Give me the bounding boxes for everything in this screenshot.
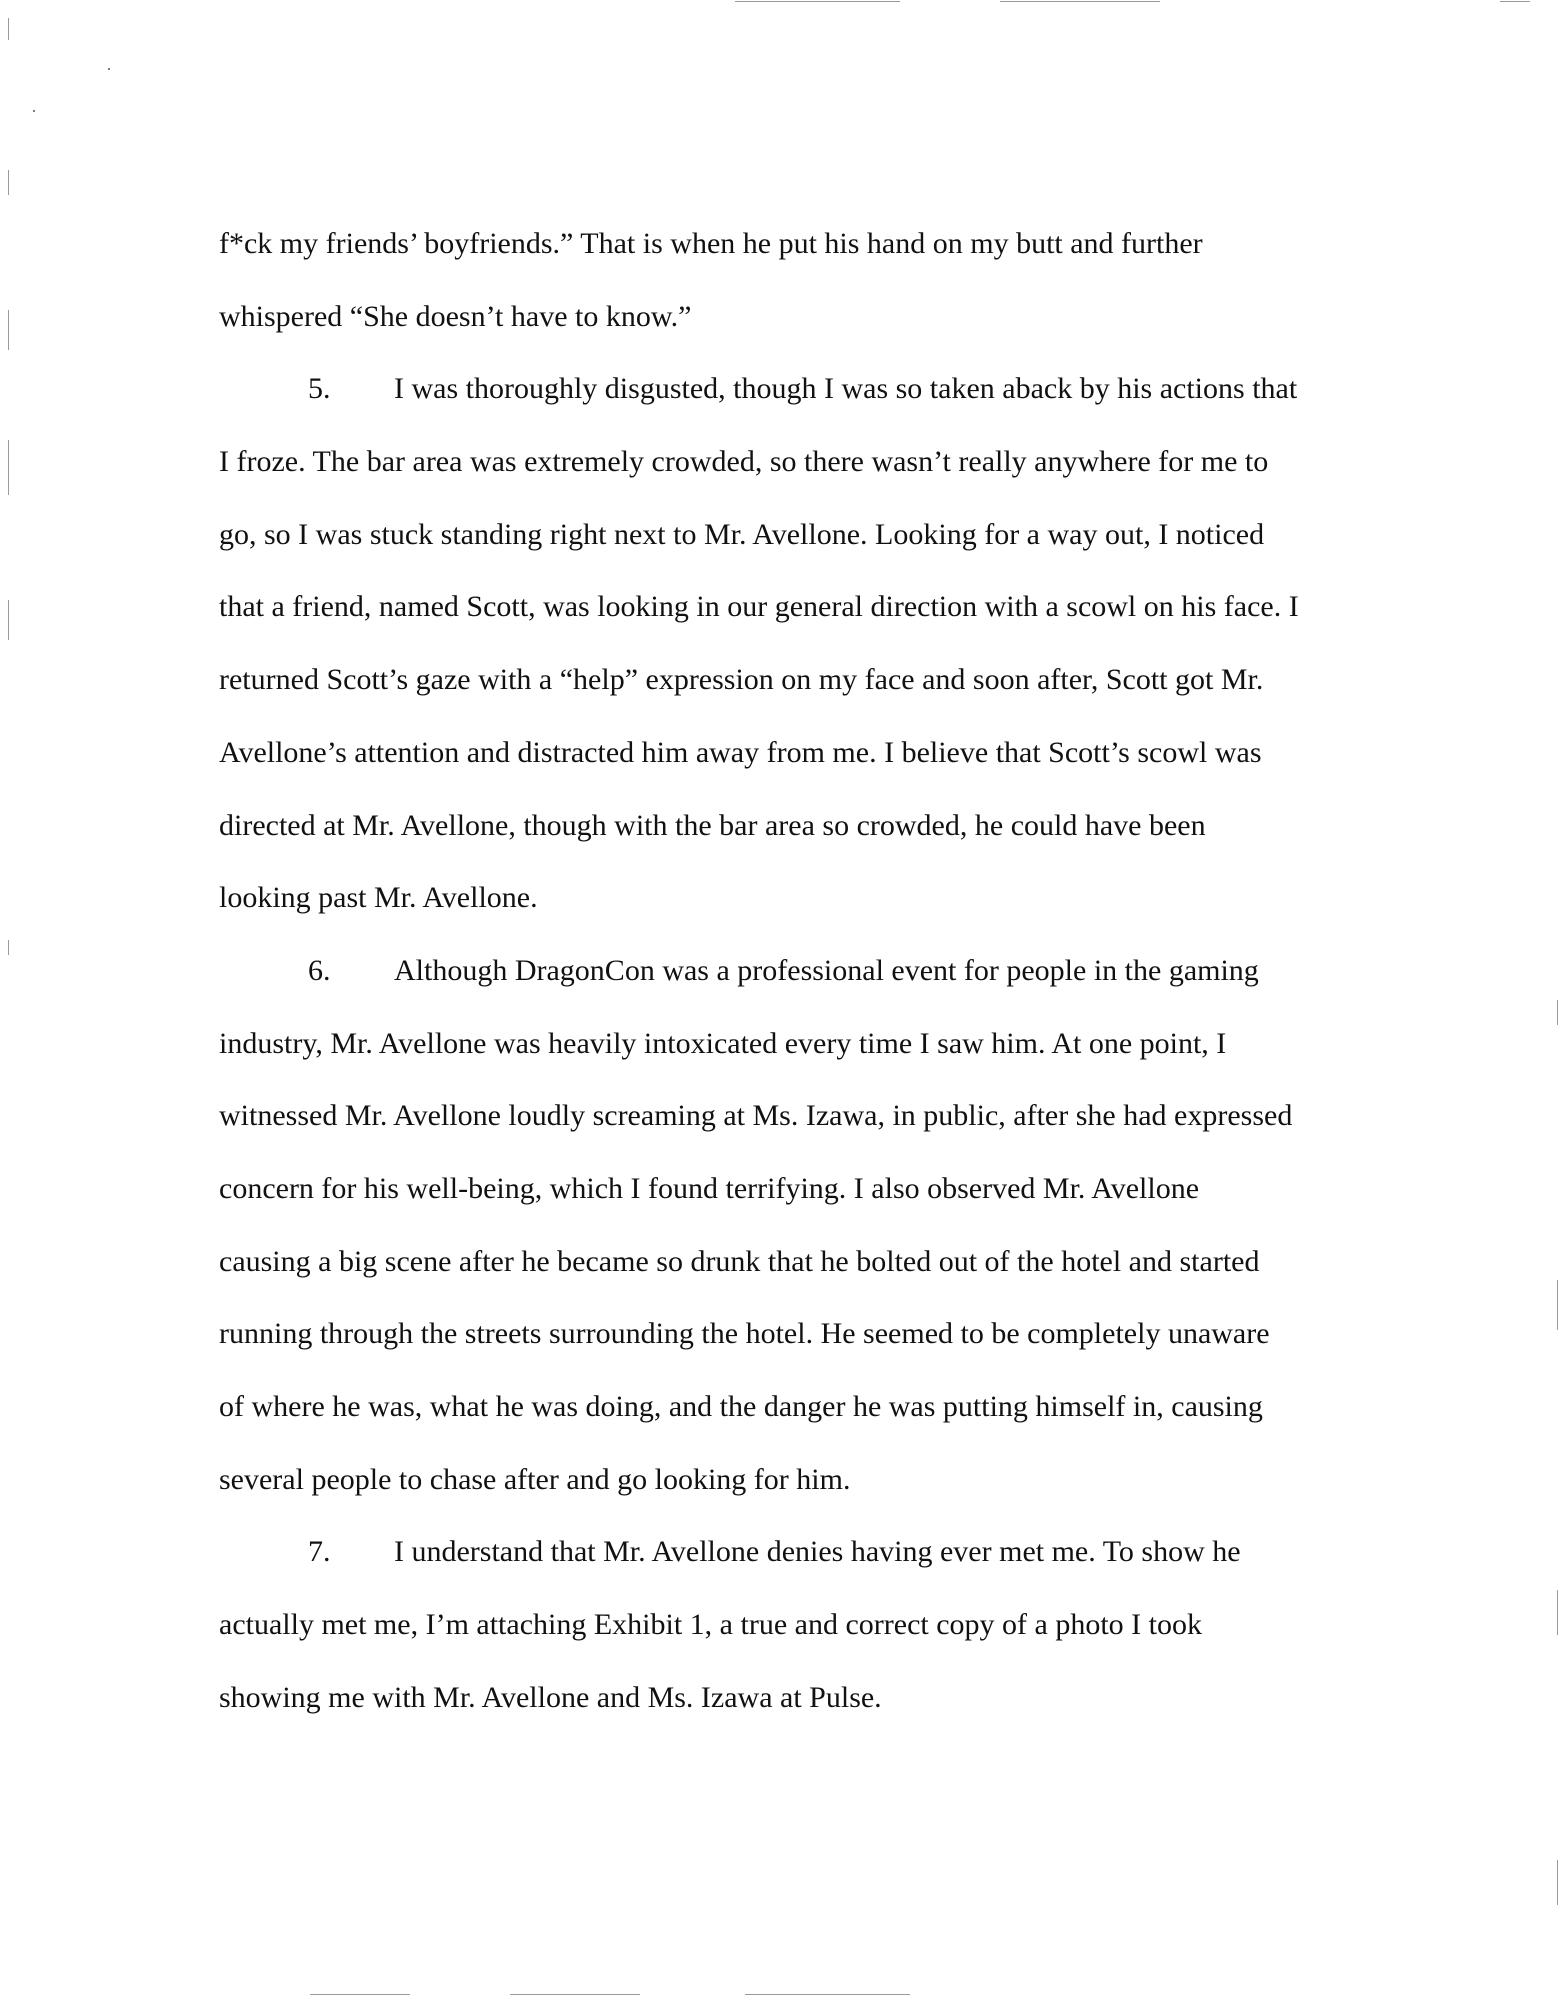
scan-artifact-top-1: [735, 1, 900, 2]
text-line: several people to chase after and go looking for him.: [219, 1462, 851, 1496]
text-line: actually met me, I’m attaching Exhibit 1, a true and correct copy of a photo I took: [219, 1608, 1202, 1642]
text-line: I froze. The bar area was extremely crowded, so there wasn’t really anywhere for me to: [219, 445, 1269, 479]
scan-artifact-top-2: [1000, 1, 1160, 2]
text-line: I was thoroughly disgusted, though I was so taken aback by his actions that: [394, 372, 1298, 406]
declaration-body: [219, 208, 1369, 1734]
paragraph-number: 7.: [308, 1535, 331, 1569]
paragraph-7-first-line: [219, 1516, 1369, 1589]
text-line: concern for his well-being, which I found terrifying. I also observed Mr. Avellone: [219, 1171, 1200, 1205]
text-line: that a friend, named Scott, was looking in our general direction with a scowl on his face. I: [219, 590, 1299, 624]
scan-artifact-left-2: [8, 170, 9, 195]
scan-artifact-top-3: [1500, 1, 1530, 2]
text-line: witnessed Mr. Avellone loudly screaming at Ms. Izawa, in public, after she had expressed: [219, 1099, 1293, 1133]
scan-artifact-right-1: [1557, 1000, 1558, 1025]
scan-artifact-right-4: [1557, 1860, 1558, 1905]
text-line: running through the streets surrounding the hotel. He seemed to be completely unaware: [219, 1317, 1270, 1351]
scan-artifact-right-2: [1557, 1280, 1558, 1330]
scan-artifact-left-5: [8, 600, 9, 640]
text-line: f*ck my friends’ boyfriends.” That is when he put his hand on my butt and further: [219, 227, 1203, 260]
text-line: I understand that Mr. Avellone denies having ever met me. To show he: [394, 1535, 1241, 1569]
text-line: Avellone’s attention and distracted him away from me. I believe that Scott’s scowl was: [219, 735, 1262, 769]
text-line: whispered “She doesn’t have to know.”: [219, 299, 692, 333]
scan-artifact-left-6: [8, 940, 9, 955]
text-line: showing me with Mr. Avellone and Ms. Izawa at Pulse.: [219, 1680, 882, 1714]
paragraph-number: 6.: [308, 953, 331, 987]
text-line: returned Scott’s gaze with a “help” expression on my face and soon after, Scott got Mr.: [219, 663, 1264, 697]
scan-artifact-bottom-1: [310, 1994, 410, 1995]
scan-speck-1: [108, 68, 110, 70]
text-line: industry, Mr. Avellone was heavily intoxicated every time I saw him. At one point, I: [219, 1026, 1227, 1060]
text-line: Although DragonCon was a professional event for people in the gaming: [394, 953, 1259, 987]
paragraph-6-first-line: [219, 935, 1369, 1008]
paragraph-5-first-line: [219, 353, 1369, 426]
text-line: directed at Mr. Avellone, though with the bar area so crowded, he could have been: [219, 808, 1206, 842]
scan-artifact-left-1: [8, 18, 9, 40]
scan-artifact-left-3: [8, 310, 9, 350]
text-line: of where he was, what he was doing, and the danger he was putting himself in, causing: [219, 1390, 1263, 1423]
scan-speck-2: [33, 110, 35, 112]
paragraph-number: 5.: [308, 372, 331, 406]
text-line: causing a big scene after he became so drunk that he bolted out of the hotel and started: [219, 1244, 1260, 1278]
scan-artifact-left-4: [8, 440, 9, 495]
text-line: looking past Mr. Avellone.: [219, 881, 538, 915]
text-line: go, so I was stuck standing right next to Mr. Avellone. Looking for a way out, I noticed: [219, 517, 1265, 551]
scan-artifact-bottom-2: [510, 1994, 640, 1995]
scan-artifact-right-3: [1557, 1590, 1558, 1635]
scan-artifact-bottom-3: [745, 1994, 910, 1995]
